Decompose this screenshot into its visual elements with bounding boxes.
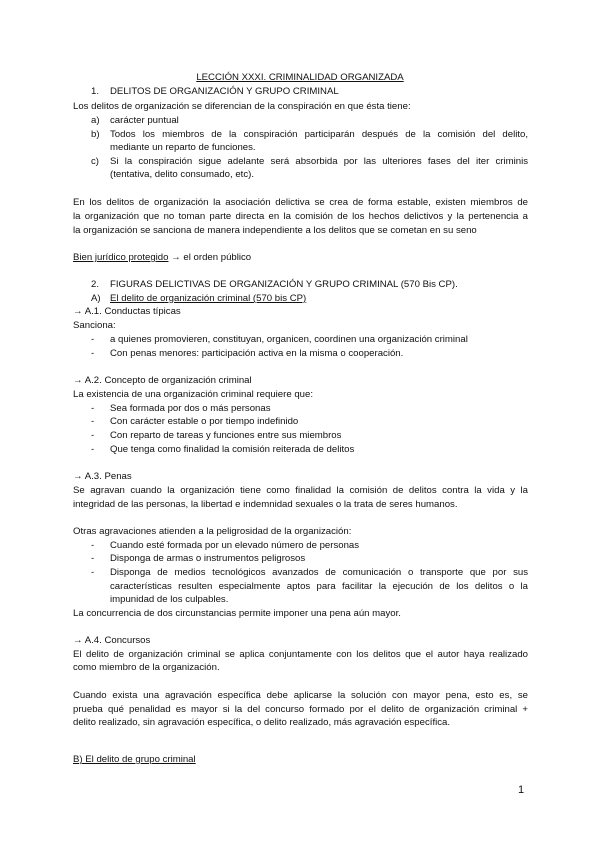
subsection-heading: B) El delito de grupo criminal xyxy=(73,754,196,765)
subheading: → A.1. Conductas típicas xyxy=(73,306,181,317)
list-item: Todos los miembros de la conspiración participarán después de la comisión del delito, xyxy=(110,129,528,140)
paragraph-line: El delito de organización criminal se aplica conjuntamente con los delitos que el autor haya realizado xyxy=(73,649,528,660)
paragraph-line: En los delitos de organización la asociación delictiva se crea de forma estable, existen miembros de xyxy=(73,197,528,208)
lesson-title: LECCIÓN XXXI. CRIMINALIDAD ORGANIZADA xyxy=(196,72,404,83)
dash-marker: - xyxy=(91,553,95,564)
list-item: Disponga de medios tecnológicos avanzados de comunicación o transporte que por sus xyxy=(110,567,528,578)
list-item: Con penas menores: participación activa en la misma o cooperación. xyxy=(110,348,404,359)
subsection-marker: A) xyxy=(91,293,101,304)
list-item: carácter puntual xyxy=(110,115,179,126)
paragraph-line: la organización que no toman parte directa en la comisión de los hechos delictivos y la pertenencia a xyxy=(73,211,528,222)
dash-marker: - xyxy=(91,567,95,578)
bien-juridico-label: Bien jurídico protegido xyxy=(73,252,169,263)
section-number: 1. xyxy=(91,86,100,97)
list-marker: b) xyxy=(91,129,100,140)
list-item: Con carácter estable o por tiempo indefinido xyxy=(110,416,299,427)
list-item: Con reparto de tareas y funciones entre sus miembros xyxy=(110,430,342,441)
list-item: Si la conspiración sigue adelante será absorbida por las ulteriores fases del iter criminis xyxy=(110,156,528,167)
section-heading: DELITOS DE ORGANIZACIÓN Y GRUPO CRIMINAL xyxy=(110,86,339,97)
paragraph: Los delitos de organización se diferencian de la conspiración en que ésta tiene: xyxy=(73,101,411,112)
paragraph: Otras agravaciones atienden a la peligrosidad de la organización: xyxy=(73,526,352,537)
list-marker: c) xyxy=(91,156,99,167)
dash-marker: - xyxy=(91,348,95,359)
list-item-continuation: características resulten especialmente aptos para facilitar la ejecución de los delitos o la xyxy=(110,581,528,592)
list-item: a quienes promovieren, constituyan, organicen, coordinen una organización criminal xyxy=(110,334,468,345)
paragraph-line: la organización se sanciona de manera independiente a los delitos que se cometan en su seno xyxy=(73,225,477,236)
paragraph: La concurrencia de dos circunstancias permite imponer una pena aún mayor. xyxy=(73,608,401,619)
paragraph-line: delito realizado, sin agravación específica, o delito realizado, más agravación específica. xyxy=(73,717,451,728)
paragraph-line: Se agravan cuando la organización tiene como finalidad la comisión de delitos contra la vida y la xyxy=(73,485,528,496)
section-heading: FIGURAS DELICTIVAS DE ORGANIZACIÓN Y GRUPO CRIMINAL (570 Bis CP). xyxy=(110,279,458,290)
subsection-heading: El delito de organización criminal (570 bis CP) xyxy=(110,293,307,304)
list-item: Sea formada por dos o más personas xyxy=(110,403,271,414)
page-number: 1 xyxy=(518,784,525,796)
paragraph-line: Cuando exista una agravación específica debe aplicarse la solución con mayor pena, esto es, se xyxy=(73,690,528,701)
subheading: → A.3. Penas xyxy=(73,471,132,482)
bien-juridico xyxy=(73,252,251,264)
paragraph-line: integridad de las personas, la libertad e indemnidad sexuales o la trata de seres humanos. xyxy=(73,499,458,510)
list-item-continuation: impunidad de los culpables. xyxy=(110,594,229,605)
list-item: Que tenga como finalidad la comisión reiterada de delitos xyxy=(110,444,355,455)
dash-marker: - xyxy=(91,540,95,551)
paragraph-line: como miembro de la organización. xyxy=(73,662,220,673)
subheading: → A.4. Concursos xyxy=(73,635,151,646)
list-item-continuation: (tentativa, delito consumado, etc). xyxy=(110,169,254,180)
list-marker: a) xyxy=(91,115,100,126)
subheading: → A.2. Concepto de organización criminal xyxy=(73,375,252,386)
dash-marker: - xyxy=(91,334,95,345)
bien-juridico-value: → el orden público xyxy=(171,252,252,263)
dash-marker: - xyxy=(91,444,95,455)
dash-marker: - xyxy=(91,430,95,441)
dash-marker: - xyxy=(91,403,95,414)
paragraph: La existencia de una organización criminal requiere que: xyxy=(73,389,313,400)
paragraph: Sanciona: xyxy=(73,320,116,331)
list-item-continuation: mediante un reparto de funciones. xyxy=(110,142,256,153)
paragraph-line: prueba qué penalidad es mayor si la del concurso formado por el delito de organización criminal + xyxy=(73,704,528,715)
dash-marker: - xyxy=(91,416,95,427)
list-item: Cuando esté formada por un elevado número de personas xyxy=(110,540,360,551)
section-number: 2. xyxy=(91,279,100,290)
list-item: Disponga de armas o instrumentos peligrosos xyxy=(110,553,306,564)
